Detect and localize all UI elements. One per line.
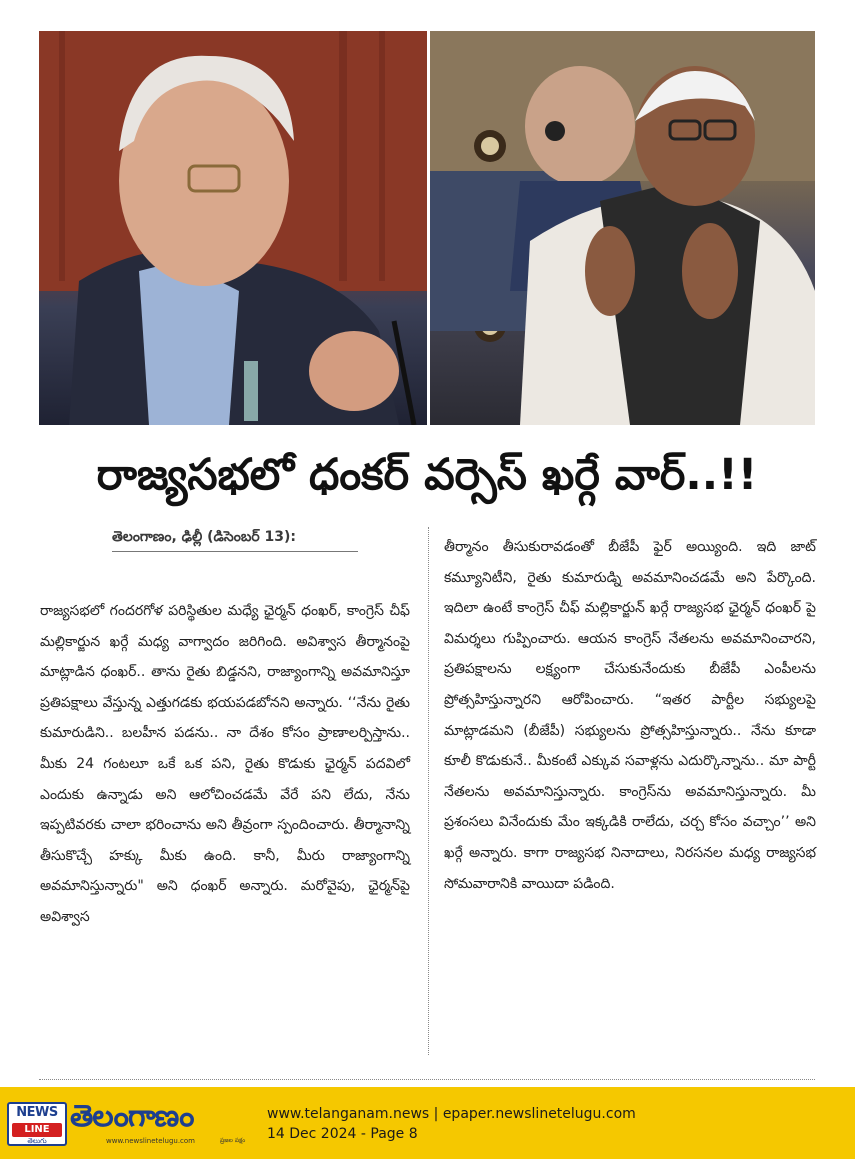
column-divider bbox=[428, 527, 429, 1055]
footer-date-page: 14 Dec 2024 - Page 8 bbox=[267, 1126, 418, 1142]
newsline-logo-line: LINE bbox=[12, 1123, 62, 1137]
dateline: తెలంగాణం, ఢిల్లీ (డిసెంబర్ 13): bbox=[112, 525, 358, 552]
footer-bar bbox=[0, 1087, 855, 1159]
footer-links[interactable]: www.telanganam.news | epaper.newslinetelugu.com bbox=[267, 1106, 636, 1122]
headline: రాజ్యసభలో ధంకర్ వర్సెస్ ఖర్గే వార్..!! bbox=[96, 450, 758, 500]
telanganam-logo bbox=[70, 1097, 250, 1145]
photo-kharge-speaking bbox=[430, 31, 815, 425]
newsline-logo bbox=[7, 1102, 67, 1146]
article-text-right: తీర్మానం తీసుకురావడంతో బీజేపీ ఫైర్ అయ్యింది. ఇది జాట్ కమ్యూనిటీని, రైతు కుమారుడ్ని అవమానించడమే అని పేర్కొంది. ఇదిలా ఉంటే కాంగ్రెస్ చీఫ్ మల్లికార్జున్ ఖర్గే రాజ్యసభ ఛైర్మన్ ధంఖర్ పై విమర్శలు గుప్పించారు. ఆయన కాంగ్రెస్ నేతలను అవమానించారని, ప్రతిపక్షాలను లక్ష్యంగా చేసుకునేందుకు బీజేపీ ఎంపీలను ప్రోత్సహిస్తున్నారని ఆరోపించారు. “ఇతర పార్టీల సభ్యులపై మాట్లాడమని (బీజేపీ) సభ్యులను ప్రోత్సహిస్తున్నారు.. నేను కూడా కూలీ కొడుకునే.. మీకంటే ఎక్కువ సవాళ్లను ఎదుర్కొన్నాను.. మా పార్టీ నేతలను అవమానిస్తున్నారు. కాంగ్రెస్‌ను అవమానిస్తున్నారు. మీ ప్రశంసలు వినేందుకు మేం ఇక్కడికి రాలేదు, చర్చ కోసం వచ్చాం’’ అని ఖర్గే అన్నారు. కాగా రాజ్యసభ నినాదాలు, నిరసనల మధ్య రాజ్యసభ సోమవారానికి వాయిదా పడింది. bbox=[444, 539, 816, 892]
photo-chairman-dhankhar bbox=[39, 31, 427, 425]
kharge-portrait-illustration bbox=[430, 31, 815, 425]
article-column-right bbox=[444, 532, 816, 899]
newsline-logo-news: NEWS bbox=[16, 1105, 58, 1120]
bottom-rule bbox=[39, 1079, 815, 1080]
chairman-portrait-illustration bbox=[39, 31, 427, 425]
article-text-left: రాజ్యసభలో గందరగోళ పరిస్థితుల మధ్యే ఛైర్మన్ ధంఖర్, కాంగ్రెస్ చీఫ్ మల్లికార్జున ఖర్గే మధ్య వాగ్వాదం జరిగింది. అవిశ్వాస తీర్మానంపై మాట్లాడిన ధంఖర్.. తాను రైతు బిడ్డనని, రాజ్యాంగాన్ని అవమానిస్తూ ప్రతిపక్షాలు వేస్తున్న ఎత్తుగడకు భయపడబోనని అన్నారు. ‘‘నేను రైతు కుమారుడిని.. బలహీన పడను.. నా దేశం కోసం ప్రాణాలర్పిస్తాను.. మీకు 24 గంటలూ ఒకే ఒక పని, రైతు కొడుకు ఛైర్మన్ పదవిలో ఎందుకు ఉన్నాడు అని ఆలోచించడమే వేరే పని లేదు, నేను ఇప్పటివరకు చాలా భరించాను అని తీవ్రంగా స్పందించారు. తీర్మానాన్ని తీసుకొచ్చే హక్కు మీకు ఉంది. కానీ, మీరు రాజ్యాంగాన్ని అవమానిస్తున్నారు" అని ధంఖర్ అన్నారు. మరోవైపు, ఛైర్మన్‌పై అవిశ్వాస bbox=[40, 603, 410, 925]
telanganam-brand: తెలంగాణం bbox=[70, 1099, 194, 1134]
brand-tagline: ప్రజల పక్షం bbox=[220, 1137, 246, 1144]
article-column-left bbox=[40, 596, 410, 933]
brand-site-url: www.newslinetelugu.com bbox=[106, 1137, 195, 1145]
newsline-logo-sub: తెలుగు bbox=[27, 1137, 47, 1145]
